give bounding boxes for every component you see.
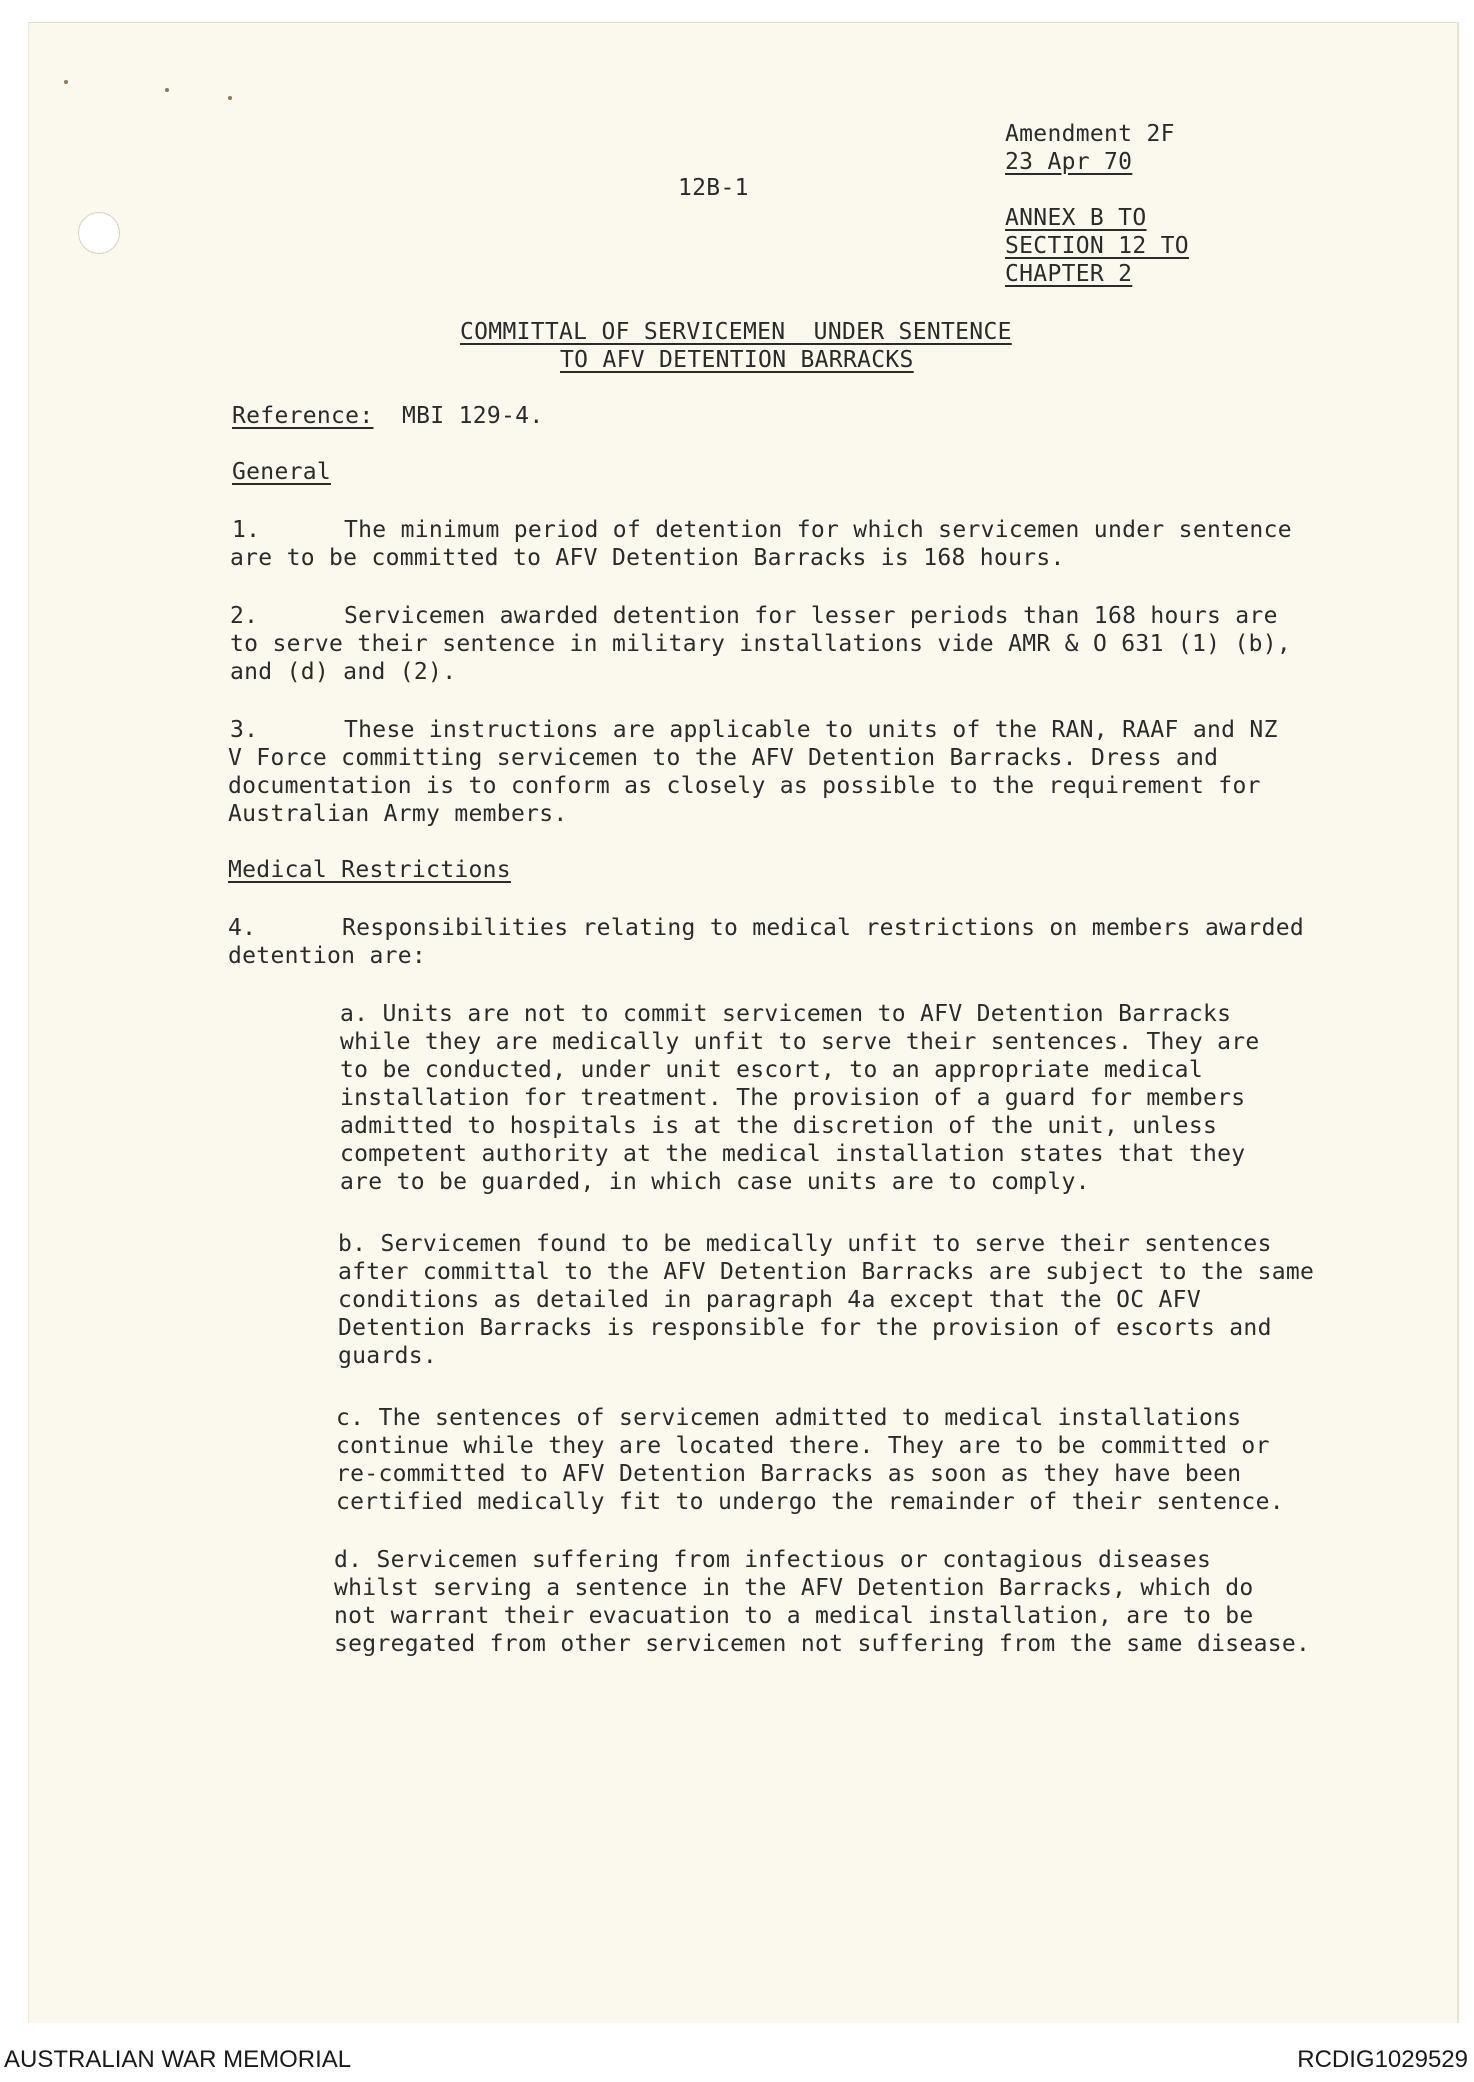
paragraph-number: 3.: [230, 717, 259, 743]
paper-speck: [228, 96, 232, 100]
footer-record-id: RCDIG1029529: [1297, 2046, 1468, 2073]
paper-speck: [165, 88, 169, 92]
reference-value: MBI 129-4.: [402, 403, 544, 429]
paragraph-2: Servicemen awarded detention for lesser periods than 168 hours are to serve their sentence in military installations vide AMR & O 631 (1) (b), and (d) and (2).: [230, 603, 1292, 685]
section-heading-medical: Medical Restrictions: [228, 857, 511, 883]
amendment-label: Amendment 2F: [1005, 121, 1175, 147]
section-heading-general: General: [232, 459, 332, 485]
punch-hole: [78, 212, 120, 254]
subparagraph-b: b. Servicemen found to be medically unfit to serve their sentences after committal to the AFV Detention Barracks are subject to the same conditions as detailed in paragraph 4a except that the OC AFV Detention Barracks is responsible for the provision of escorts and guards.: [338, 1231, 1315, 1369]
paragraph-4: Responsibilities relating to medical restrictions on members awarded detention are:: [228, 915, 1305, 969]
section-label: SECTION 12 TO: [1005, 233, 1189, 259]
subparagraph-a: a. Units are not to commit servicemen to AFV Detention Barracks while they are medically unfit to serve their sentences. They are to be conducted, under unit escort, to an appropriate medical installation for treatment. The provision of a guard for members admitted to hospitals is at the discretion of the unit, unless competent authority at the medical installation states that they are to be guarded, in which case units are to comply.: [340, 1001, 1260, 1195]
paragraph-number: 1.: [232, 517, 261, 543]
page-number: 12B-1: [678, 175, 749, 201]
paragraph-3: These instructions are applicable to units of the RAN, RAAF and NZ V Force committing servicemen to the AFV Detention Barracks. Dress and documentation is to conform as closely as possible to the requirement for Australian Army members.: [228, 717, 1278, 827]
subparagraph-c: c. The sentences of servicemen admitted to medical installations continue while they are located there. They are to be committed or re-committed to AFV Detention Barracks as soon as they have been certified medically fit to undergo the remainder of their sentence.: [336, 1405, 1284, 1515]
document-title-line2: TO AFV DETENTION BARRACKS: [560, 347, 914, 373]
paragraph-number: 4.: [228, 915, 257, 941]
reference-label: Reference:: [232, 403, 374, 429]
subparagraph-d: d. Servicemen suffering from infectious or contagious diseases whilst serving a sentence in the AFV Detention Barracks, which do not warrant their evacuation to a medical installation, are to be segregated from other servicemen not suffering from the same disease.: [334, 1547, 1311, 1657]
annex-label: ANNEX B TO: [1005, 205, 1147, 231]
paragraph-number: 2.: [230, 603, 259, 629]
amendment-date: 23 Apr 70: [1005, 149, 1133, 175]
document-title-line1: COMMITTAL OF SERVICEMEN UNDER SENTENCE: [460, 319, 1012, 345]
footer-archive-name: AUSTRALIAN WAR MEMORIAL: [4, 2046, 352, 2073]
chapter-label: CHAPTER 2: [1005, 261, 1133, 287]
paper-speck: [64, 80, 68, 84]
paragraph-1: The minimum period of detention for which servicemen under sentence are to be committed to AFV Detention Barracks is 168 hours.: [230, 517, 1292, 571]
